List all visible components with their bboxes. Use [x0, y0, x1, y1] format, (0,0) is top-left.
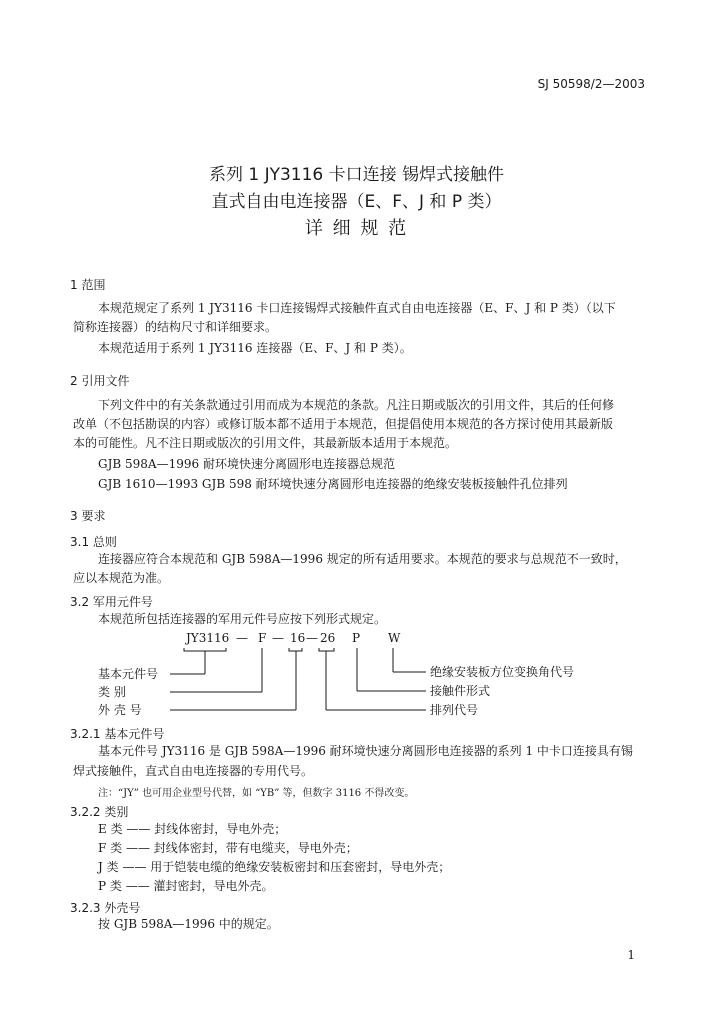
- section-3-2-para: 本规范所包括连接器的军用元件号应按下列形式规定。: [98, 612, 387, 626]
- section-3-1-heading: 3.1 总则: [70, 535, 117, 549]
- code-dash-1: —: [236, 631, 248, 645]
- class-f: F 类 —— 封线体密封，带有电缆夹，导电外壳；: [98, 841, 358, 855]
- section-2-para-1a: 下列文件中的有关条款通过引用而成为本规范的条款。凡注日期或版次的引用文件，其后的任何修: [98, 398, 615, 412]
- reference-gjb1610: GJB 1610—1993 GJB 598 耐环境快速分离圆形电连接器的绝缘安装板接触件孔位排列: [98, 477, 568, 491]
- label-class: 类 别: [98, 685, 126, 699]
- section-1-para-1b: 简称连接器）的结构尺寸和详细要求。: [73, 320, 278, 334]
- section-3-2-3-heading: 3.2.3 外壳号: [70, 901, 141, 915]
- section-3-2-heading: 3.2 军用元件号: [70, 595, 153, 609]
- label-shell-size: 外 壳 号: [98, 703, 142, 717]
- class-p: P 类 —— 灌封密封，导电外壳。: [98, 879, 274, 893]
- label-arrangement-code: 排列代号: [430, 703, 479, 717]
- section-3-2-1-para-a: 基本元件号 JY3116 是 GJB 598A—1996 耐环境快速分离圆形电连接器的系列 1 中卡口连接具有锡: [98, 744, 633, 758]
- section-2-para-1b: 改单（不包括勘误的内容）或修订版本都不适用于本规范，但提倡使用本规范的各方探讨使用其最新版: [73, 417, 614, 431]
- section-1-heading: 1 范围: [70, 278, 106, 292]
- label-base-part-number: 基本元件号: [98, 667, 159, 681]
- code-base: JY3116: [186, 631, 230, 645]
- label-contact-type: 接触件形式: [430, 684, 491, 698]
- code-arrangement: 26: [320, 631, 336, 645]
- class-j: J 类 —— 用于铠装电缆的绝缘安装板密封和压套密封，导电外壳；: [98, 860, 451, 874]
- class-e: E 类 —— 封线体密封，导电外壳；: [98, 822, 287, 836]
- title-line-1: 系列 1 JY3116 卡口连接 锡焊式接触件: [208, 165, 505, 185]
- code-shell: 16: [290, 631, 306, 645]
- title-line-3: 详 细 规 范: [304, 218, 409, 239]
- reference-gjb598a: GJB 598A—1996 耐环境快速分离圆形电连接器总规范: [98, 457, 395, 471]
- section-1-para-1a: 本规范规定了系列 1 JY3116 卡口连接锡焊式接触件直式自由电连接器（E、F、J 和 P 类）（以下: [98, 301, 616, 315]
- standard-number: SJ 50598/2—2003: [537, 77, 645, 91]
- code-rotation: W: [388, 631, 401, 645]
- code-dash-2: —: [272, 631, 284, 645]
- section-3-1-para-a: 连接器应符合本规范和 GJB 598A—1996 规定的所有适用要求。本规范的要求与总规范不一致时，: [98, 552, 627, 566]
- page-number: 1: [627, 948, 635, 962]
- section-1-para-2: 本规范适用于系列 1 JY3116 连接器（E、F、J 和 P 类）。: [98, 341, 412, 355]
- section-3-2-3-para: 按 GJB 598A—1996 中的规定。: [98, 917, 279, 931]
- section-3-2-1-heading: 3.2.1 基本元件号: [70, 727, 165, 741]
- code-contact: P: [352, 631, 361, 645]
- section-3-2-1-note: 注：“JY” 也可用企业型号代替，如 “YB” 等，但数字 3116 不得改变。: [98, 788, 415, 799]
- code-class: F: [258, 631, 267, 645]
- code-dash-3: —: [306, 631, 318, 645]
- section-3-1-para-b: 应以本规范为准。: [73, 571, 170, 585]
- section-2-para-1c: 本的可能性。凡不注日期或版次的引用文件，其最新版本适用于本规范。: [73, 436, 458, 450]
- section-3-heading: 3 要求: [70, 509, 106, 523]
- label-rotation-code: 绝缘安装板方位变换角代号: [430, 665, 575, 679]
- section-2-heading: 2 引用文件: [70, 374, 130, 388]
- title-line-2: 直式自由电连接器（E、F、J 和 P 类）: [211, 192, 502, 212]
- section-3-2-2-heading: 3.2.2 类别: [70, 805, 129, 819]
- section-3-2-1-para-b: 焊式接触件，直式自由电连接器的专用代号。: [73, 764, 314, 778]
